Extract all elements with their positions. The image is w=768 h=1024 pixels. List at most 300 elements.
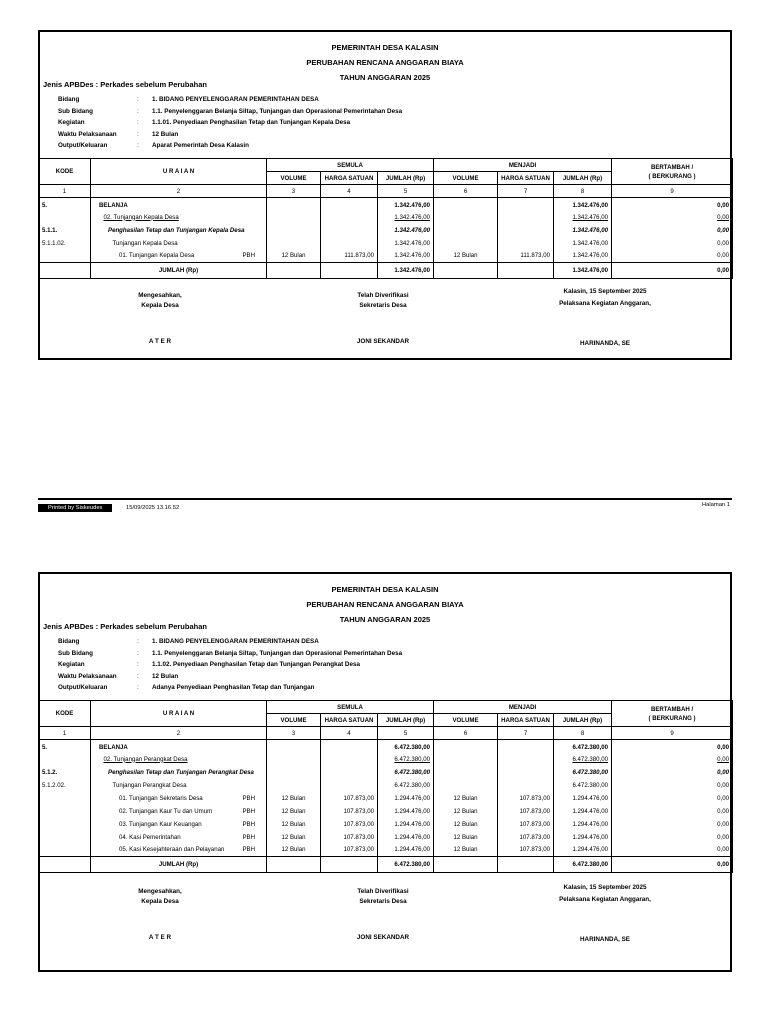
row-harga-menjadi [498, 211, 554, 224]
row-volume-menjadi [434, 753, 498, 766]
table-row [39, 753, 733, 766]
col-bertambah-label: BERTAMBAH / [650, 163, 694, 171]
col-volume: VOLUME [434, 172, 498, 185]
row-volume-menjadi: 12 Bulan [434, 250, 498, 263]
table-row [39, 766, 733, 779]
col-jumlah: JUMLAH (Rp) [378, 172, 434, 185]
jenis-apbdes: Jenis APBDes : Perkades sebelum Perubahan [43, 622, 207, 631]
row-volume-semula [267, 224, 321, 237]
row-jumlah-semula: 1.342.476,00 [378, 250, 434, 263]
sig-role: Sekretaris Desa [359, 898, 407, 905]
row-jumlah-menjadi: 1.294.476,00 [554, 805, 612, 818]
row-jumlah-semula: 1.342.476,00 [378, 224, 434, 237]
row-harga-menjadi [498, 753, 554, 766]
total-jumlah-menjadi: 6.472.380,00 [554, 857, 612, 873]
activity-info [58, 94, 402, 152]
row-harga-semula [321, 740, 378, 753]
table-row [39, 250, 733, 263]
info-row [58, 671, 402, 683]
row-volume-semula [267, 740, 321, 753]
col-berkurang-label: ( BERKURANG ) [648, 172, 696, 180]
total-empty [321, 263, 378, 279]
info-label: Sub Bidang [58, 107, 93, 115]
info-colon: : [137, 638, 139, 645]
signature-kepala-desa [100, 291, 220, 347]
row-selisih: 0,00 [612, 224, 733, 237]
row-jumlah-menjadi: 1.294.476,00 [554, 818, 612, 831]
page-footer-rule [38, 498, 732, 500]
info-label: Kegiatan [58, 661, 85, 669]
row-uraian [91, 753, 267, 766]
info-colon: : [137, 672, 139, 680]
row-harga-semula [321, 198, 378, 211]
row-harga-menjadi [498, 224, 554, 237]
row-selisih: 0,00 [612, 237, 733, 250]
signature-pelaksana [545, 287, 665, 349]
row-harga-menjadi: 111.873,00 [498, 250, 554, 263]
row-kode: 5.1.1. [39, 224, 91, 237]
activity-info [58, 636, 402, 694]
total-spacer [39, 263, 91, 279]
col-menjadi: MENJADI [434, 159, 612, 172]
row-satuan: PBH [242, 846, 255, 854]
column-number: 9 [612, 727, 733, 740]
column-number: 7 [498, 727, 554, 740]
row-volume-menjadi [434, 211, 498, 224]
row-jumlah-semula: 6.472.380,00 [378, 766, 434, 779]
total-empty [498, 857, 554, 873]
sig-date: Kalasin, 15 September 2025 [563, 288, 647, 295]
info-value: 1.1.01. Penyediaan Penghasilan Tetap dan Tunjangan Kepala Desa [152, 119, 351, 127]
column-number-row [39, 727, 733, 740]
row-jumlah-semula: 6.472.380,00 [378, 753, 434, 766]
table-row [39, 831, 733, 844]
info-colon: : [137, 96, 139, 103]
signature-sekretaris [323, 291, 443, 347]
row-volume-semula: 12 Bulan [267, 805, 321, 818]
row-uraian [91, 740, 267, 753]
sig-title: Telah Diverifikasi [357, 888, 409, 895]
row-jumlah-semula: 1.294.476,00 [378, 844, 434, 857]
row-volume-menjadi [434, 740, 498, 753]
row-harga-menjadi: 107.873,00 [498, 805, 554, 818]
row-uraian [91, 224, 267, 237]
row-selisih: 0,00 [612, 831, 733, 844]
row-selisih: 0,00 [612, 211, 733, 224]
info-row [58, 106, 402, 118]
row-satuan: PBH [242, 820, 255, 828]
row-selisih: 0,00 [612, 766, 733, 779]
row-uraian-text: 02. Tunjangan Kepala Desa [103, 213, 179, 221]
column-number: 2 [91, 185, 267, 198]
row-uraian [91, 805, 267, 818]
doc-heading-1: PEMERINTAH DESA KALASIN [331, 585, 439, 594]
info-value: 1. BIDANG PENYELENGGARAN PEMERINTAHAN DESA [152, 638, 319, 645]
jenis-apbdes: Jenis APBDes : Perkades sebelum Perubahan [43, 80, 207, 89]
row-jumlah-semula: 1.342.476,00 [378, 211, 434, 224]
col-bertambah-label: BERTAMBAH / [650, 705, 694, 713]
column-number: 6 [434, 185, 498, 198]
info-row [58, 140, 402, 152]
row-volume-menjadi [434, 766, 498, 779]
row-uraian [91, 779, 267, 792]
table-row [39, 805, 733, 818]
sig-role: Sekretaris Desa [359, 302, 407, 309]
row-jumlah-semula: 6.472.380,00 [378, 779, 434, 792]
row-selisih: 0,00 [612, 844, 733, 857]
row-volume-semula [267, 198, 321, 211]
row-harga-menjadi [498, 740, 554, 753]
column-number: 8 [554, 185, 612, 198]
info-label: Waktu Pelaksanaan [58, 672, 117, 680]
row-jumlah-menjadi: 1.342.476,00 [554, 237, 612, 250]
col-menjadi: MENJADI [434, 701, 612, 714]
row-harga-semula: 111.873,00 [321, 250, 378, 263]
sig-title: Mengesahkan, [138, 292, 182, 299]
row-kode [39, 211, 91, 224]
row-uraian-text: 02. Tunjangan Kaur Tu dan Umum [119, 807, 213, 815]
row-jumlah-menjadi: 1.294.476,00 [554, 831, 612, 844]
info-row [58, 129, 402, 141]
row-uraian-text: 05. Kasi Kesejahteraan dan Pelayanan [119, 846, 225, 854]
table-row [39, 237, 733, 250]
row-harga-semula: 107.873,00 [321, 805, 378, 818]
signature-sekretaris [323, 887, 443, 943]
budget-document-2 [38, 572, 732, 972]
total-row [39, 857, 733, 873]
row-volume-semula [267, 779, 321, 792]
total-empty [498, 263, 554, 279]
total-empty [321, 857, 378, 873]
row-satuan: PBH [242, 833, 255, 841]
row-harga-menjadi: 107.873,00 [498, 844, 554, 857]
table-row [39, 792, 733, 805]
row-harga-semula: 107.873,00 [321, 831, 378, 844]
column-number: 3 [267, 185, 321, 198]
col-volume: VOLUME [267, 714, 321, 727]
col-uraian: U R A I A N [91, 701, 267, 727]
row-uraian-text: 02. Tunjangan Perangkat Desa [103, 755, 188, 763]
row-kode [39, 818, 91, 831]
row-uraian [91, 211, 267, 224]
col-harga: HARGA SATUAN [498, 714, 554, 727]
col-bertambah [612, 159, 733, 185]
info-value: 1.1. Penyelenggaran Belanja Siltap, Tunjangan dan Operasional Pemerintahan Desa [152, 107, 403, 115]
info-label: Kegiatan [58, 119, 85, 127]
info-row [58, 117, 402, 129]
col-semula: SEMULA [267, 159, 434, 172]
col-jumlah: JUMLAH (Rp) [554, 172, 612, 185]
info-label: Sub Bidang [58, 649, 93, 657]
row-selisih: 0,00 [612, 740, 733, 753]
col-harga: HARGA SATUAN [321, 714, 378, 727]
row-jumlah-semula: 1.342.476,00 [378, 198, 434, 211]
table-row [39, 844, 733, 857]
row-uraian-text: 04. Kasi Pemerintahan [119, 833, 181, 841]
row-jumlah-menjadi: 6.472.380,00 [554, 753, 612, 766]
column-number: 4 [321, 727, 378, 740]
col-kode: KODE [39, 159, 91, 185]
sig-name: HARINANDA, SE [579, 340, 631, 347]
row-jumlah-semula: 1.294.476,00 [378, 805, 434, 818]
col-bertambah [612, 701, 733, 727]
col-harga: HARGA SATUAN [498, 172, 554, 185]
row-selisih: 0,00 [612, 198, 733, 211]
row-kode: 5.1.2.02. [39, 779, 91, 792]
row-uraian-text: BELANJA [99, 744, 128, 752]
info-label: Output/Keluaran [58, 684, 108, 692]
row-uraian-text: 03. Tunjangan Kaur Keuangan [119, 820, 202, 828]
sig-role: Kepala Desa [141, 302, 179, 309]
info-row [58, 94, 402, 106]
row-kode: 5.1.1.02. [39, 237, 91, 250]
budget-table [38, 700, 733, 873]
row-kode [39, 792, 91, 805]
sig-title: Mengesahkan, [138, 888, 182, 895]
row-jumlah-menjadi: 1.294.476,00 [554, 844, 612, 857]
row-kode [39, 844, 91, 857]
row-volume-semula: 12 Bulan [267, 831, 321, 844]
row-jumlah-semula: 1.294.476,00 [378, 818, 434, 831]
table-row [39, 211, 733, 224]
total-row [39, 263, 733, 279]
row-volume-menjadi: 12 Bulan [434, 818, 498, 831]
sig-name: HARINANDA, SE [579, 936, 631, 943]
row-harga-menjadi [498, 237, 554, 250]
doc-heading-3: TAHUN ANGGARAN 2025 [339, 73, 431, 82]
row-jumlah-menjadi: 1.342.476,00 [554, 224, 612, 237]
doc-heading-3: TAHUN ANGGARAN 2025 [339, 615, 431, 624]
sig-role: Pelaksana Kegiatan Anggaran, [559, 896, 651, 903]
row-jumlah-menjadi: 1.342.476,00 [554, 211, 612, 224]
row-jumlah-semula: 1.342.476,00 [378, 237, 434, 250]
row-volume-menjadi [434, 198, 498, 211]
sig-title: Telah Diverifikasi [357, 292, 409, 299]
row-harga-semula: 107.873,00 [321, 818, 378, 831]
info-value: 1. BIDANG PENYELENGGARAN PEMERINTAHAN DESA [152, 96, 319, 103]
total-jumlah-menjadi: 1.342.476,00 [554, 263, 612, 279]
row-volume-menjadi: 12 Bulan [434, 792, 498, 805]
printed-by-label: Printed by Siskeudes [38, 504, 112, 512]
row-kode: 5.1.2. [39, 766, 91, 779]
total-empty [267, 263, 321, 279]
table-header-row [39, 159, 733, 172]
row-harga-semula: 107.873,00 [321, 844, 378, 857]
total-spacer [39, 857, 91, 873]
row-jumlah-semula: 1.294.476,00 [378, 831, 434, 844]
row-uraian-text: Tunjangan Perangkat Desa [112, 781, 187, 789]
info-value: 12 Bulan [152, 672, 179, 680]
info-row [58, 659, 402, 671]
table-row [39, 818, 733, 831]
sig-name: JONI SEKANDAR [356, 934, 410, 941]
doc-heading-2: PERUBAHAN RENCANA ANGGARAN BIAYA [306, 58, 464, 67]
row-harga-menjadi: 107.873,00 [498, 818, 554, 831]
info-colon: : [137, 661, 139, 669]
total-label: JUMLAH (Rp) [91, 857, 267, 873]
info-label: Bidang [58, 96, 80, 103]
row-kode [39, 753, 91, 766]
row-harga-menjadi [498, 198, 554, 211]
signature-kepala-desa [100, 887, 220, 943]
row-uraian [91, 844, 267, 857]
row-uraian-text: Penghasilan Tetap dan Tunjangan Kepala Desa [108, 226, 245, 234]
info-value: 1.1.02. Penyediaan Penghasilan Tetap dan Tunjangan Perangkat Desa [152, 661, 360, 669]
row-volume-menjadi: 12 Bulan [434, 805, 498, 818]
row-harga-semula [321, 224, 378, 237]
row-uraian-text: 01. Tunjangan Kepala Desa [119, 252, 195, 260]
total-label: JUMLAH (Rp) [91, 263, 267, 279]
row-satuan: PBH [242, 794, 255, 802]
row-selisih: 0,00 [612, 818, 733, 831]
budget-table [38, 158, 733, 279]
info-value: 12 Bulan [152, 130, 179, 138]
row-jumlah-menjadi: 1.342.476,00 [554, 250, 612, 263]
info-value: Adanya Penyediaan Penghasilan Tetap dan Tunjangan [152, 684, 315, 692]
table-row [39, 224, 733, 237]
row-jumlah-semula: 1.294.476,00 [378, 792, 434, 805]
row-kode: 5. [39, 740, 91, 753]
row-uraian [91, 766, 267, 779]
row-volume-semula: 12 Bulan [267, 844, 321, 857]
row-uraian-text: 01. Tunjangan Sekretaris Desa [119, 794, 203, 802]
column-number: 7 [498, 185, 554, 198]
row-kode [39, 805, 91, 818]
total-empty [434, 857, 498, 873]
row-jumlah-menjadi: 1.294.476,00 [554, 792, 612, 805]
row-harga-menjadi: 107.873,00 [498, 831, 554, 844]
info-row [58, 648, 402, 660]
info-label: Waktu Pelaksanaan [58, 130, 117, 138]
info-colon: : [137, 130, 139, 138]
row-uraian [91, 237, 267, 250]
info-colon: : [137, 107, 139, 115]
row-selisih: 0,00 [612, 779, 733, 792]
column-number: 1 [39, 185, 91, 198]
info-colon: : [137, 142, 139, 150]
row-uraian [91, 250, 267, 263]
column-number: 8 [554, 727, 612, 740]
col-jumlah: JUMLAH (Rp) [554, 714, 612, 727]
row-uraian [91, 831, 267, 844]
row-uraian-text: Tunjangan Kepala Desa [112, 239, 178, 247]
sig-name: JONI SEKANDAR [356, 338, 410, 345]
column-number: 5 [378, 185, 434, 198]
info-label: Output/Keluaran [58, 142, 108, 150]
row-kode [39, 250, 91, 263]
total-jumlah-semula: 6.472.380,00 [378, 857, 434, 873]
row-uraian [91, 792, 267, 805]
row-volume-menjadi [434, 779, 498, 792]
row-uraian [91, 198, 267, 211]
col-uraian: U R A I A N [91, 159, 267, 185]
row-harga-semula [321, 766, 378, 779]
info-colon: : [137, 119, 139, 127]
col-volume: VOLUME [434, 714, 498, 727]
budget-document-1 [38, 30, 732, 360]
row-harga-menjadi: 107.873,00 [498, 792, 554, 805]
row-volume-menjadi: 12 Bulan [434, 844, 498, 857]
row-selisih: 0,00 [612, 250, 733, 263]
row-volume-semula [267, 237, 321, 250]
row-selisih: 0,00 [612, 753, 733, 766]
row-uraian-text: Penghasilan Tetap dan Tunjangan Perangkat Desa [108, 768, 254, 776]
table-header-row [39, 701, 733, 714]
sig-role: Kepala Desa [141, 898, 179, 905]
column-number: 3 [267, 727, 321, 740]
info-label: Bidang [58, 638, 80, 645]
row-jumlah-menjadi: 6.472.380,00 [554, 779, 612, 792]
row-volume-menjadi [434, 224, 498, 237]
row-harga-semula [321, 753, 378, 766]
info-value: Aparat Pemerintah Desa Kalasin [152, 142, 249, 150]
total-selisih: 0,00 [612, 263, 733, 279]
row-selisih: 0,00 [612, 805, 733, 818]
row-volume-semula: 12 Bulan [267, 250, 321, 263]
col-harga: HARGA SATUAN [321, 172, 378, 185]
doc-heading-1: PEMERINTAH DESA KALASIN [331, 43, 439, 52]
column-number-row [39, 185, 733, 198]
row-satuan: PBH [242, 252, 255, 260]
column-number: 1 [39, 727, 91, 740]
col-berkurang-label: ( BERKURANG ) [648, 714, 696, 722]
row-volume-semula: 12 Bulan [267, 792, 321, 805]
page-number: Halaman 1 [701, 502, 730, 508]
doc-heading-2: PERUBAHAN RENCANA ANGGARAN BIAYA [306, 600, 464, 609]
row-jumlah-menjadi: 6.472.380,00 [554, 740, 612, 753]
info-row [58, 682, 402, 694]
col-volume: VOLUME [267, 172, 321, 185]
col-jumlah: JUMLAH (Rp) [378, 714, 434, 727]
row-uraian-text: BELANJA [99, 202, 128, 210]
col-semula: SEMULA [267, 701, 434, 714]
row-volume-semula [267, 766, 321, 779]
row-volume-menjadi [434, 237, 498, 250]
column-number: 5 [378, 727, 434, 740]
table-row [39, 198, 733, 211]
row-volume-semula: 12 Bulan [267, 818, 321, 831]
total-jumlah-semula: 1.342.476,00 [378, 263, 434, 279]
row-harga-semula [321, 211, 378, 224]
column-number: 9 [612, 185, 733, 198]
row-jumlah-semula: 6.472.380,00 [378, 740, 434, 753]
row-volume-semula [267, 211, 321, 224]
sig-date: Kalasin, 15 September 2025 [563, 884, 647, 891]
signature-pelaksana [545, 883, 665, 945]
row-harga-semula [321, 779, 378, 792]
row-satuan: PBH [242, 807, 255, 815]
sig-name: A T E R [148, 338, 172, 345]
total-empty [267, 857, 321, 873]
sig-name: A T E R [148, 934, 172, 941]
column-number: 2 [91, 727, 267, 740]
table-row [39, 740, 733, 753]
row-jumlah-menjadi: 1.342.476,00 [554, 198, 612, 211]
row-jumlah-menjadi: 6.472.380,00 [554, 766, 612, 779]
table-row [39, 779, 733, 792]
info-colon: : [137, 684, 139, 692]
row-selisih: 0,00 [612, 792, 733, 805]
row-uraian [91, 818, 267, 831]
info-row [58, 636, 402, 648]
row-harga-semula [321, 237, 378, 250]
info-colon: : [137, 649, 139, 657]
total-selisih: 0,00 [612, 857, 733, 873]
printed-timestamp: 15/09/2025 13.16.52 [126, 505, 180, 511]
sig-role: Pelaksana Kegiatan Anggaran, [559, 300, 651, 307]
column-number: 6 [434, 727, 498, 740]
row-harga-semula: 107.873,00 [321, 792, 378, 805]
